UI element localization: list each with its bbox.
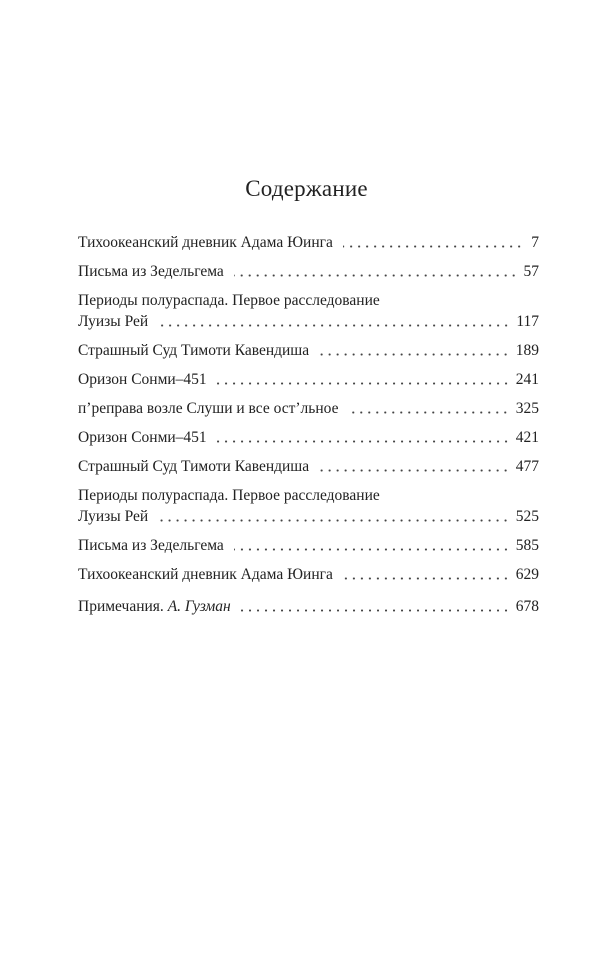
dot-leader (319, 469, 510, 472)
toc-entry-page: 117 (516, 313, 539, 330)
toc-entry[interactable] (78, 456, 539, 477)
toc-entry-title: Тихоокеанский дневник Адама Юинга (78, 234, 333, 251)
toc-entry[interactable] (78, 369, 539, 390)
dot-leader (217, 440, 510, 443)
dot-leader (319, 353, 510, 356)
toc-entry-page: 421 (515, 429, 539, 446)
notes-label: Примечания. (78, 598, 164, 615)
toc-entry[interactable] (78, 290, 539, 332)
toc-entry-title: Страшный Суд Тимоти Кавендиша (78, 458, 310, 475)
dot-leader (158, 324, 510, 327)
toc-entry-title: Оризон Сонми–451 (78, 429, 207, 446)
toc-entry-page: 57 (523, 263, 539, 280)
page-title: Содержание (245, 176, 368, 201)
toc-entry-page: 629 (515, 566, 539, 583)
dot-leader (234, 548, 510, 551)
toc-entry[interactable] (78, 564, 539, 585)
toc-entry[interactable] (78, 535, 539, 556)
toc-entry[interactable] (78, 232, 539, 253)
toc-entry-title: Луизы Рей (78, 313, 149, 330)
toc-entry-title-line: Периоды полураспада. Первое расследование (78, 487, 380, 504)
table-of-contents (78, 232, 539, 625)
toc-entry[interactable] (78, 398, 539, 419)
toc-entry[interactable] (78, 261, 539, 282)
dot-leader (348, 411, 509, 414)
toc-entry-page: 325 (515, 400, 539, 417)
toc-entry-page: 477 (515, 458, 539, 475)
toc-entry-notes[interactable] (78, 596, 539, 617)
toc-entry-page: 678 (515, 598, 539, 615)
toc-entry-title: Письма из Зедельгема (78, 263, 224, 280)
toc-entry-page: 585 (515, 537, 539, 554)
toc-entry[interactable] (78, 340, 539, 361)
toc-entry-title: Страшный Суд Тимоти Кавендиша (78, 342, 310, 359)
toc-entry-title: Луизы Рей (78, 508, 149, 525)
toc-entry-page: 7 (531, 234, 539, 251)
toc-entry-page: 189 (515, 342, 539, 359)
dot-leader (234, 274, 518, 277)
toc-entry-title (78, 596, 231, 617)
toc-entry-title: Письма из Зедельгема (78, 537, 224, 554)
notes-author: А. Гузман (167, 598, 231, 615)
dot-leader (217, 382, 510, 385)
dot-leader (343, 245, 523, 248)
toc-entry-title-line: Периоды полураспада. Первое расследование (78, 292, 380, 309)
dot-leader (343, 577, 510, 580)
toc-entry-title: Оризон Сонми–451 (78, 371, 207, 388)
toc-entry-page: 525 (515, 508, 539, 525)
dot-leader (241, 609, 510, 612)
toc-entry[interactable] (78, 485, 539, 527)
toc-entry-page: 241 (515, 371, 539, 388)
toc-entry-title: Тихоокеанский дневник Адама Юинга (78, 566, 333, 583)
toc-entry-title: п’реправа возле Слуши и все ост’льное (78, 400, 339, 417)
dot-leader (158, 519, 510, 522)
toc-entry[interactable] (78, 427, 539, 448)
